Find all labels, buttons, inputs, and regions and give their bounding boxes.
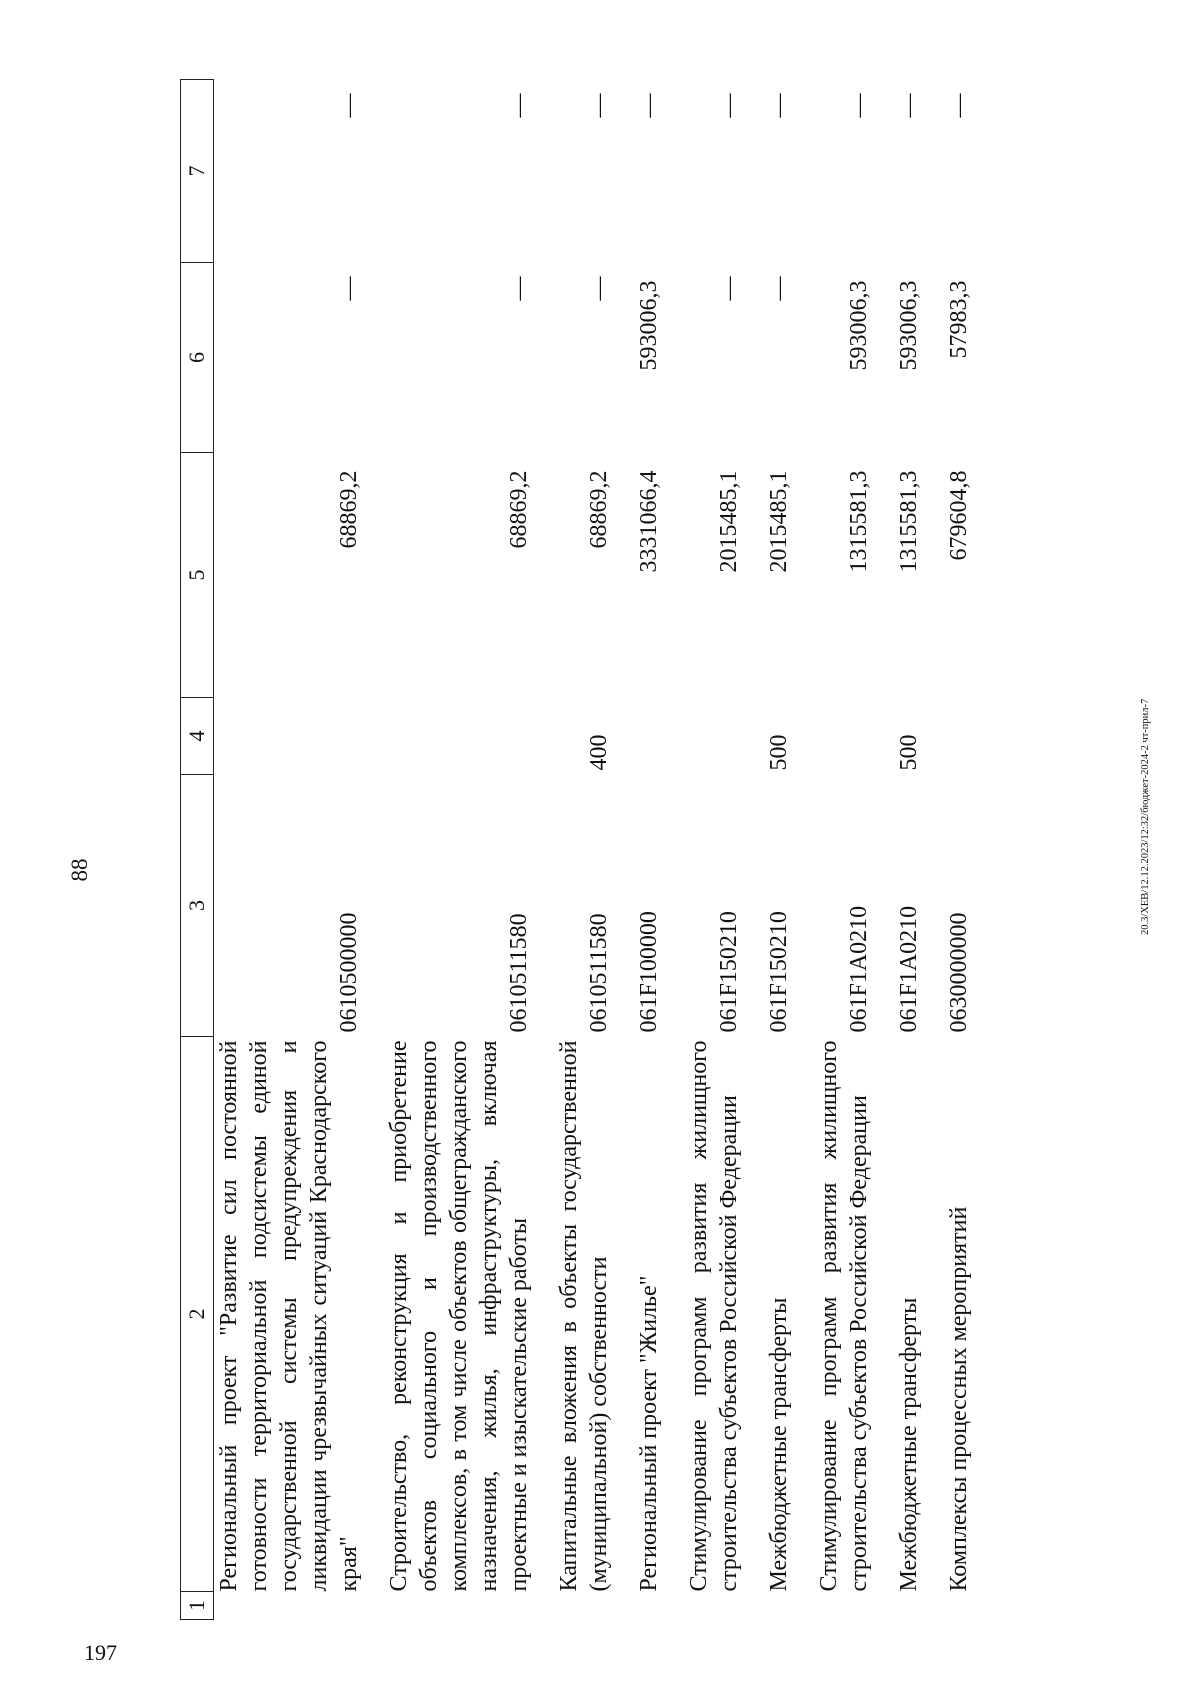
row-sum-6: 593006,3 [896,280,922,371]
row-sum-6: — [506,276,532,301]
row-sum-7: — [716,93,742,118]
header-col-5: 5 [181,453,214,698]
document-stamp: 20.3/XEB/12.12.2023/12:32/бюджет-2024-2 чт-прил-7 [1140,698,1151,935]
sheet-number: 197 [84,1640,117,1665]
table-row [684,80,744,1620]
row-code: 0610511580 [506,913,532,1033]
row-sum-5: 68869,2 [586,470,612,549]
row-sum-5: 2015485,1 [716,470,742,573]
row-sum-7: — [586,93,612,118]
table-row [764,80,794,1620]
row-sum-6: 593006,3 [636,280,662,371]
row-code: 0610511580 [586,913,612,1033]
header-col-6: 6 [181,263,214,453]
header-col-1: 1 [181,1592,214,1620]
row-code: 0610500000 [336,912,362,1033]
row-vr: 500 [766,734,792,771]
row-sum-5: 3331066,4 [636,470,662,573]
row-sum-5: 1315581,3 [896,470,922,573]
header-col-3: 3 [181,775,214,1037]
row-vr [814,698,874,775]
row-vr: 400 [586,734,612,771]
row-name: Региональный проект "Развитие сил постоянной готовности территориальной подсистемы единой государственной системы предупреждения и ликвидации чрезвычайных ситуаций Краснодарского края" [216,1040,362,1592]
row-sum-6: — [336,276,362,301]
row-sum-6: 57983,3 [946,280,972,359]
row-name: Межбюджетные трансферты [896,1297,922,1592]
row-sum-7: — [506,93,532,118]
row-vr [684,698,744,775]
row-name: Межбюджетные трансферты [766,1297,792,1592]
row-sum-5: 679604,8 [946,470,972,561]
row-sum-6: — [716,276,742,301]
row-vr: 500 [896,734,922,771]
row-sum-6: 593006,3 [846,280,872,371]
row-name: Стимулирование программ развития жилищного строительства субъектов Российской Федерации [816,1040,872,1592]
row-code: 0630000000 [946,912,972,1033]
table-row [554,80,614,1620]
row-vr [634,698,664,775]
row-sum-7: — [336,93,362,118]
header-col-2: 2 [181,1037,214,1592]
budget-table-rotated [180,80,1080,1620]
row-vr [384,698,534,775]
row-code: 061F1A0210 [896,905,922,1033]
table-row [384,80,534,1620]
row-name: Региональный проект "Жилье" [636,1275,662,1592]
row-code: 061F100000 [636,911,662,1033]
header-col-4: 4 [181,698,214,775]
page-number: 88 [67,858,92,882]
table-row [634,80,664,1620]
row-code: 061F150210 [716,911,742,1033]
row-sum-5: 1315581,3 [846,470,872,573]
row-name: Строительство, реконструкция и приобретение объектов социального и производственного комплексов, в том числе объектов общегражданского назначения, жилья, инфраструктуры, включая проектные и изыскательские работы [386,1040,532,1592]
table-row [894,80,924,1620]
row-sum-7: — [896,93,922,118]
row-name: Комплексы процессных мероприятий [946,1206,972,1592]
row-sum-5: 68869,2 [506,470,532,549]
row-sum-7: — [766,93,792,118]
table-row [214,80,365,1620]
row-code: 061F1A0210 [846,905,872,1033]
row-sum-7: — [636,93,662,118]
row-vr [214,698,365,775]
row-sum-7: — [946,93,972,118]
row-sum-7: — [846,93,872,118]
row-sum-5: 68869,2 [336,470,362,549]
row-sum-5: 2015485,1 [766,470,792,573]
table-row [814,80,874,1620]
header-row [181,80,214,1620]
row-name: Стимулирование программ развития жилищного строительства субъектов Российской Федерации [686,1040,742,1592]
header-col-7: 7 [181,80,214,263]
row-sum-6: — [766,276,792,301]
row-name: Капитальные вложения в объекты государственной (муниципальной) собственности [556,1040,612,1592]
row-vr [944,698,974,775]
table-row [944,80,974,1620]
budget-table [180,79,974,1620]
row-code: 061F150210 [766,911,792,1033]
row-sum-6: — [586,276,612,301]
